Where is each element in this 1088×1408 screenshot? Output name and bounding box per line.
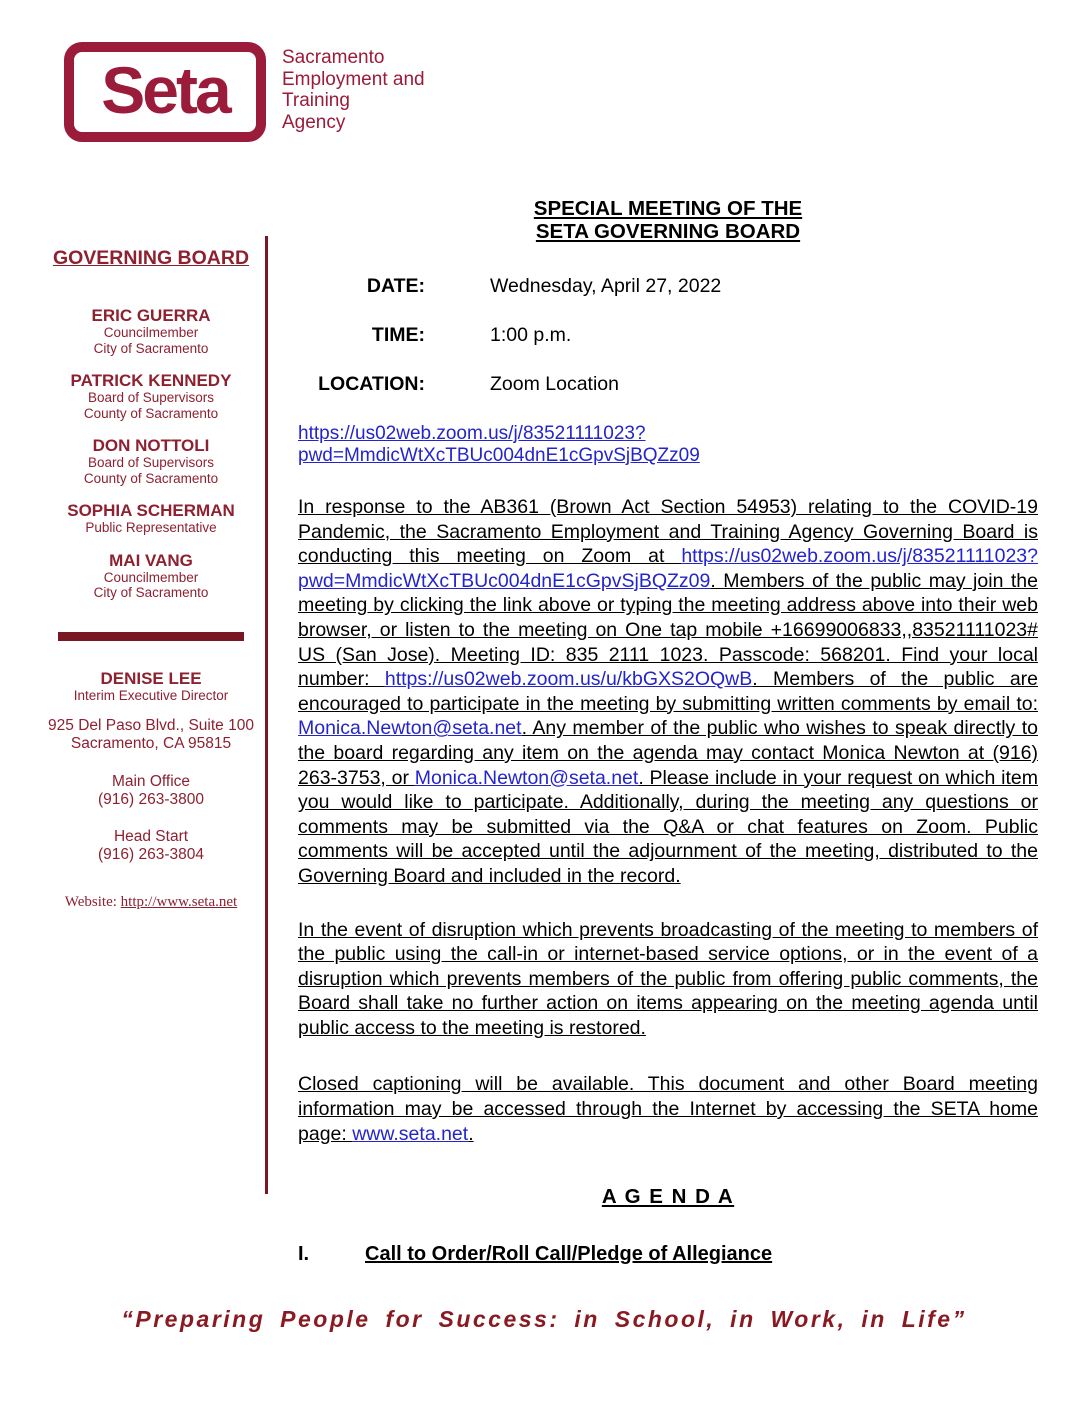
- meeting-info: [298, 276, 1038, 467]
- agency-address: [44, 717, 258, 754]
- date-row: [298, 276, 1038, 297]
- head-start-phone: [44, 828, 258, 865]
- location-label: LOCATION:: [318, 373, 425, 395]
- address-line: 925 Del Paso Blvd., Suite 100: [48, 716, 254, 734]
- board-member: [44, 552, 258, 601]
- notice-paragraph-2: In the event of disruption which prevents broadcasting of the meeting to members of the public using the call-in or internet-based service options, or in the event of a disruption which prevents members of the public from offering public comments, the Board shall take no further action on items appearing on the meeting agenda until public access to the meeting is restored.: [298, 918, 1038, 1039]
- agenda-item-text: Call to Order/Roll Call/Pledge of Allegiance: [365, 1243, 773, 1266]
- board-member: [44, 307, 258, 356]
- governing-board-sidebar: [44, 247, 258, 911]
- agency-name-line: Employment and: [282, 68, 425, 90]
- phone-number: (916) 263-3800: [98, 791, 204, 808]
- board-member-role: Board of Supervisors: [87, 455, 215, 470]
- main-office-phone: [44, 773, 258, 810]
- date-value: Wednesday, April 27, 2022: [490, 275, 722, 297]
- email-link[interactable]: Monica.Newton@seta.net: [414, 766, 639, 789]
- board-member: [44, 502, 258, 536]
- meeting-title-line2: SETA GOVERNING BOARD: [535, 220, 801, 243]
- board-member-role: County of Sacramento: [83, 470, 219, 486]
- location-value: Zoom Location: [490, 373, 619, 395]
- seta-homepage-link[interactable]: www.seta.net: [352, 1122, 469, 1145]
- board-member-name: DON NOTTOLI: [92, 436, 210, 455]
- agency-name-line: Sacramento: [282, 47, 385, 68]
- board-member-name: PATRICK KENNEDY: [70, 371, 232, 390]
- website-label: Website:: [64, 893, 117, 910]
- director-title: Interim Executive Director: [73, 687, 229, 703]
- website-line: [44, 894, 258, 911]
- text-run: In response to the AB361 (Brown Act Section 54953) relating to the COVID-19 Pandemic, the Sacramento Employment and Training Agency Governing Board is conducting this meeting on Zoom at: [298, 496, 1038, 568]
- sidebar-heading: GOVERNING BOARD: [52, 247, 250, 269]
- agenda-heading: A G E N D A: [601, 1185, 735, 1209]
- board-member-name: SOPHIA SCHERMAN: [67, 501, 235, 520]
- document-body: [298, 197, 1038, 1265]
- board-member: [44, 437, 258, 486]
- board-member: [44, 372, 258, 421]
- notice-paragraph-1: [298, 495, 1038, 889]
- text-run: . Please include in your request on which item you would like to participate. Additionally, during the meeting any questions or comments may be submitted via the Q&A or chat features on Zoom. Public comments will be accepted until the adjournment of the meeting, distributed to the Governing Board and included in the record.: [298, 766, 1038, 887]
- phone-label: Main Office: [111, 772, 191, 790]
- agency-name-line: Training: [282, 90, 350, 111]
- zoom-meeting-link[interactable]: https://us02web.zoom.us/j/83521111023?pwd=MmdicWtXcTBUc004dnE1cGpvSjBQZz09: [298, 545, 1038, 592]
- notice-paragraph-3: [298, 1072, 1038, 1146]
- motto-quote: “Preparing People for Success: in School, in Work, in Life”: [121, 1306, 967, 1332]
- board-member-role: Board of Supervisors: [87, 390, 215, 405]
- time-value: 1:00 p.m.: [490, 324, 572, 346]
- board-member-role: Councilmember: [103, 325, 199, 340]
- meeting-title-line1: SPECIAL MEETING OF THE: [533, 197, 803, 220]
- seta-logo-text: Seta: [101, 53, 229, 127]
- date-label: DATE:: [366, 275, 425, 297]
- agency-name-line: Agency: [282, 111, 346, 133]
- time-row: [298, 325, 1038, 346]
- email-link[interactable]: Monica.Newton@seta.net: [298, 717, 522, 740]
- text-run: . Members of the public may join the meeting by clicking the link above or typing the meeting address above into their web browser, or listen to the meeting on One tap mobile +16699006833,,83521111023# US (San Jose). Meeting ID: 835 2111 1023. Passcode: 568201. Find your local number:: [298, 569, 1038, 691]
- text-run: . Any member of the public who wishes to speak directly to the board regarding any item on the agenda may contact Monica Newton at (916) 263-3753, or: [298, 717, 1038, 789]
- text-run: .: [468, 1122, 474, 1145]
- agenda-item-numeral: I.: [298, 1243, 310, 1266]
- phone-label: Head Start: [113, 827, 189, 845]
- time-label: TIME:: [371, 324, 425, 346]
- board-member-role: County of Sacramento: [83, 405, 219, 421]
- brand-header: [64, 42, 425, 142]
- website-link[interactable]: http://www.seta.net: [120, 893, 238, 910]
- sidebar-divider-bar: [58, 632, 244, 641]
- zoom-local-number-link[interactable]: https://us02web.zoom.us/u/kbGXS2OQwB: [384, 668, 753, 691]
- board-member-name: ERIC GUERRA: [91, 306, 211, 325]
- zoom-meeting-link[interactable]: https://us02web.zoom.us/j/83521111023?pwd=MmdicWtXcTBUc004dnE1cGpvSjBQZz09: [298, 423, 700, 466]
- board-member-role: Public Representative: [85, 520, 217, 535]
- board-member-role: Councilmember: [103, 569, 199, 585]
- board-member-role: City of Sacramento: [93, 585, 209, 600]
- agenda-item-1: [298, 1243, 1038, 1265]
- text-run: Closed captioning will be available. This document and other Board meeting information may be accessed through the Internet by accessing the SETA home page:: [298, 1073, 1038, 1145]
- phone-number: (916) 263-3804: [98, 846, 204, 863]
- meeting-title: [298, 197, 1038, 243]
- location-row: [298, 374, 1038, 395]
- agency-name: [282, 42, 425, 142]
- board-member-name: MAI VANG: [109, 550, 193, 570]
- director-name: DENISE LEE: [100, 668, 202, 688]
- seta-logo: [64, 42, 266, 142]
- board-member-role: City of Sacramento: [93, 340, 209, 356]
- text-run: . Members of the public are encouraged to participate in the meeting by submitting written comments by email to:: [298, 668, 1038, 715]
- location-link-line: [298, 423, 1038, 467]
- board-member-list: [44, 307, 258, 601]
- sidebar-vertical-rule: [265, 236, 268, 1194]
- address-line: Sacramento, CA 95815: [70, 735, 232, 752]
